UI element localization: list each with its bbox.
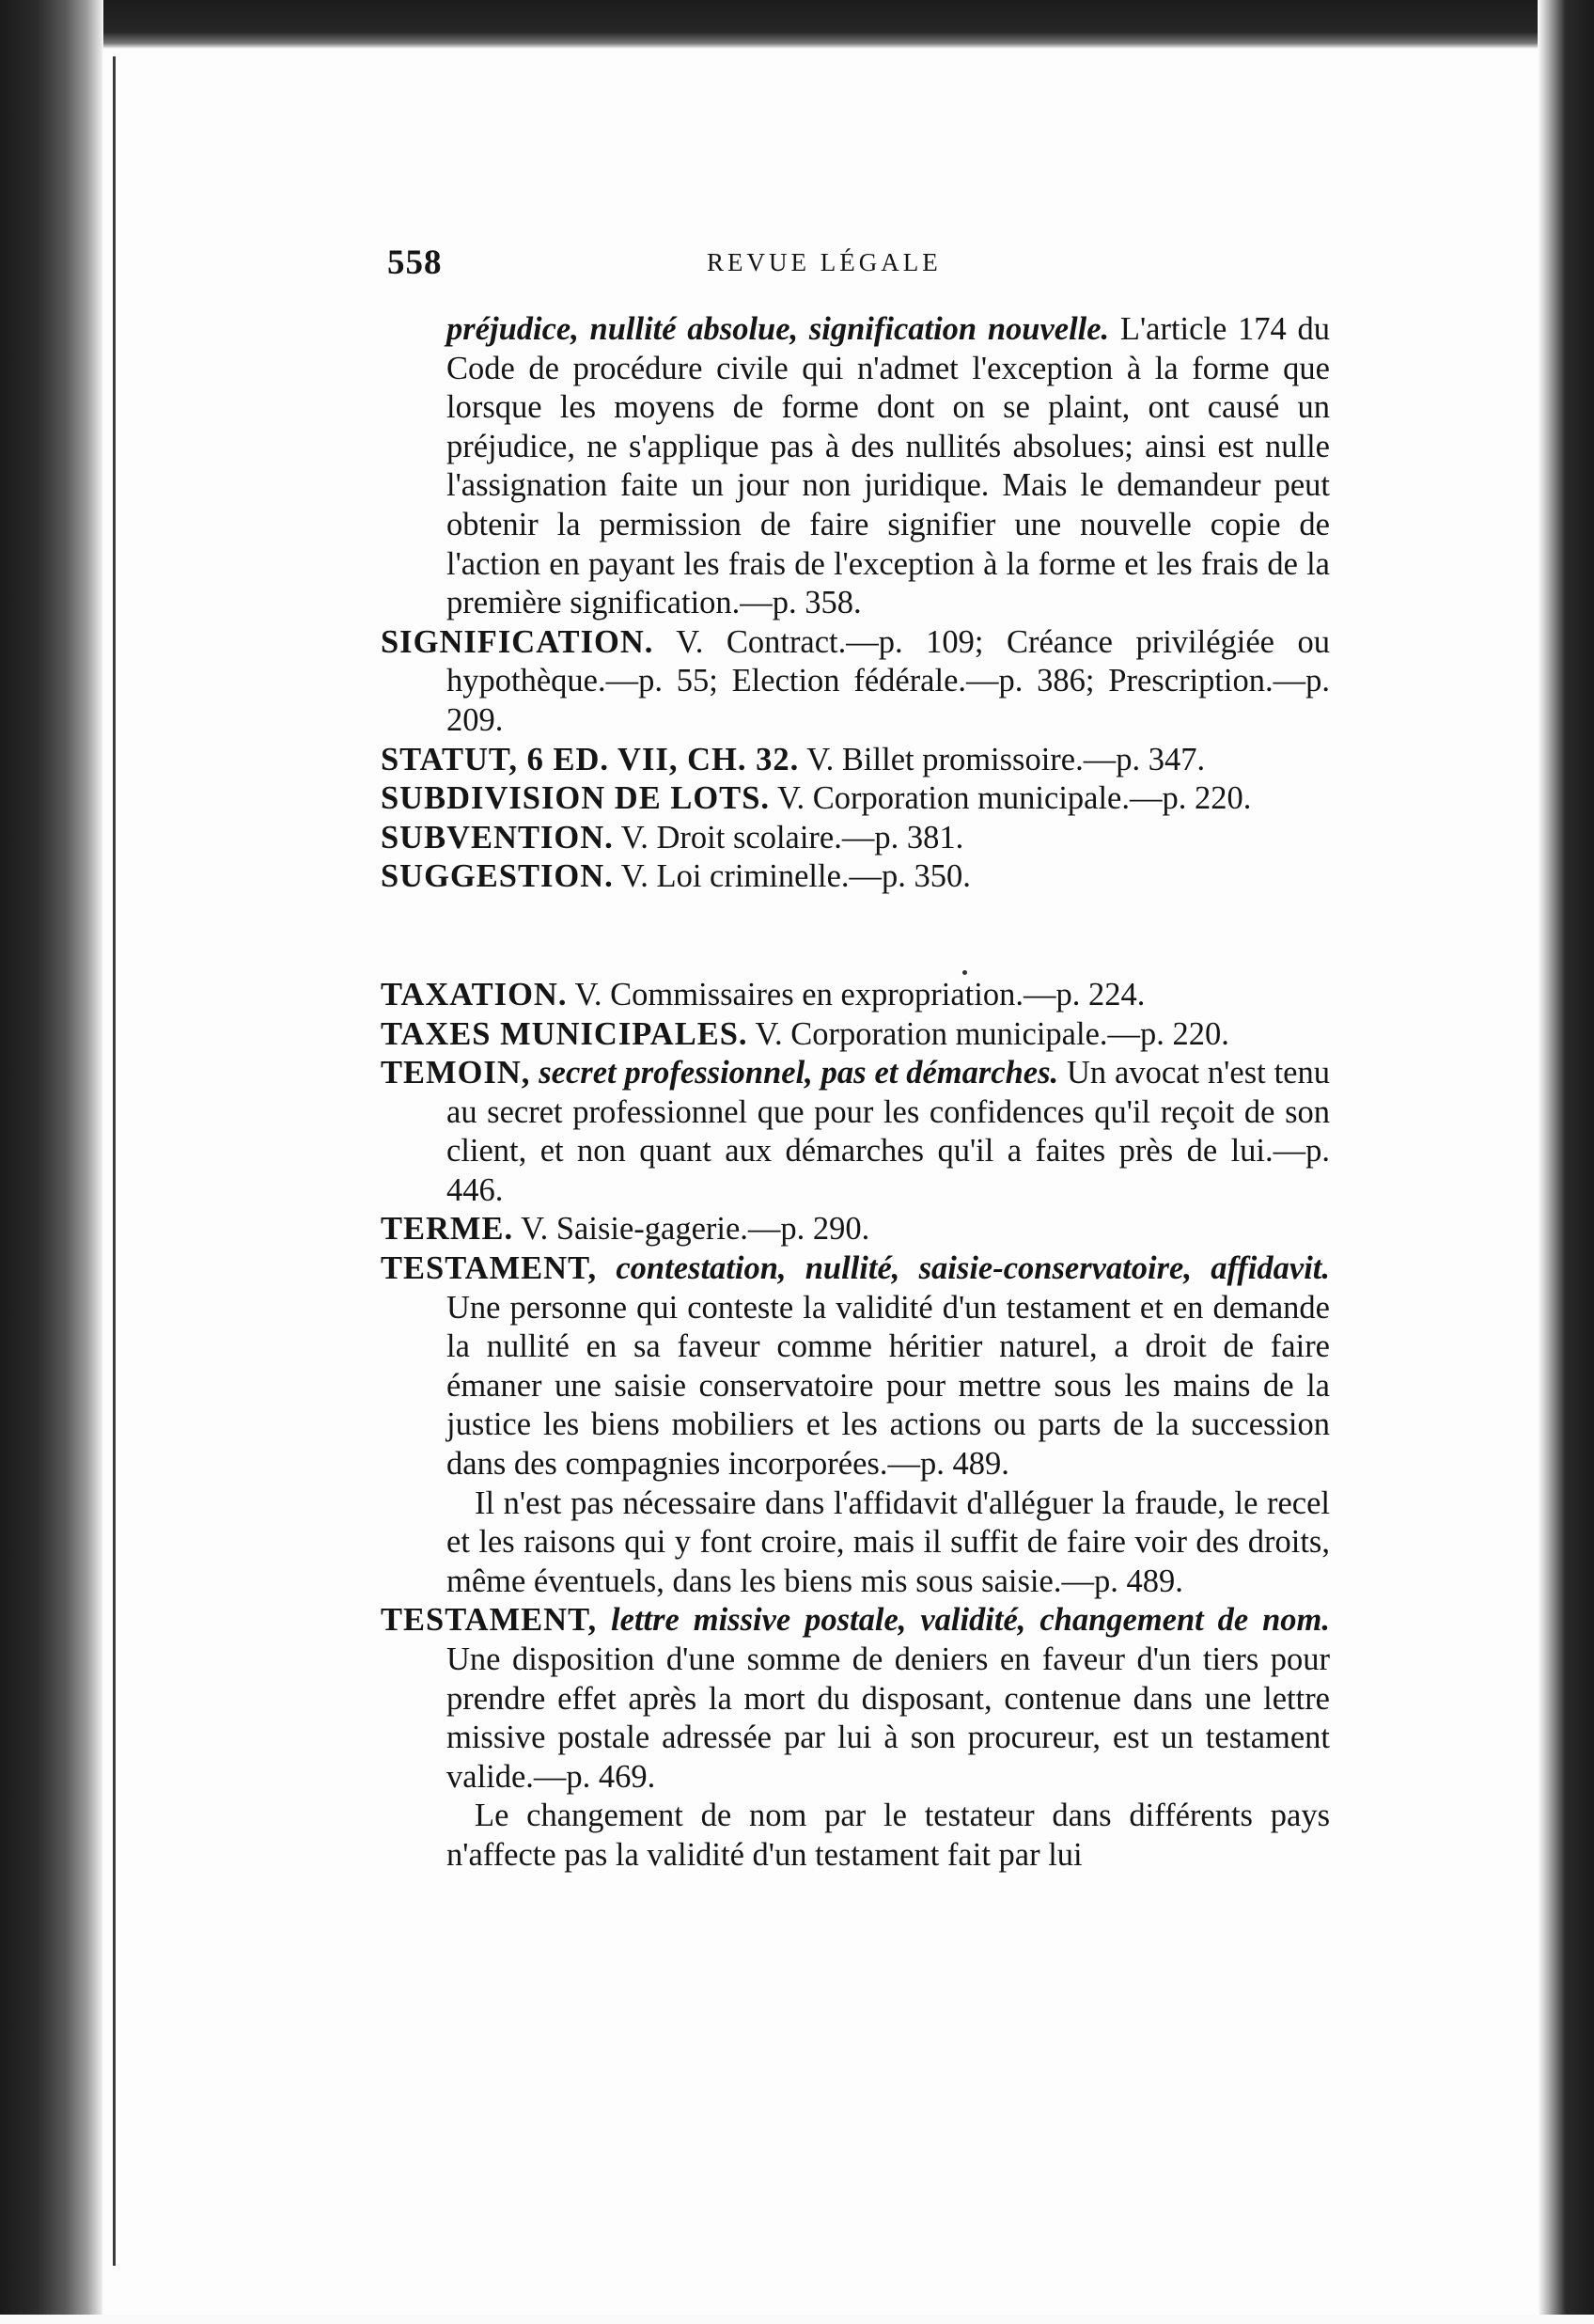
entry-heading: TAXATION. [381, 976, 568, 1013]
index-entry-taxes-municipales [381, 1015, 1330, 1055]
entry-text: Il n'est pas nécessaire dans l'affidavit d'alléguer la fraude, le recel et les raisons qui y font croire, mais il suffit de faire voir des droits, même éventuels, dans les biens mis sous saisie.—p. 489. [446, 1484, 1330, 1599]
entry-text: V. Commissaires en expropriation.—p. 224. [567, 976, 1146, 1013]
index-entry-subdivision [381, 779, 1330, 819]
right-scan-border [1538, 0, 1594, 2324]
index-entry-statut [381, 741, 1330, 780]
index-entry-testament-lettre [381, 1601, 1330, 1797]
entry-heading: TEMOIN, [381, 1055, 531, 1091]
entry-text: V. Saisie-gagerie.—p. 290. [513, 1211, 870, 1248]
index-entry-subvention [381, 819, 1330, 858]
entry-text: V. Contract.—p. 109; Créance privilégiée ou hypothèque.—p. 55; Election fédérale.—p. 386; Prescription.—p. 209. [446, 623, 1330, 738]
entry-heading: STATUT, 6 ED. VII, CH. 32. [381, 741, 800, 777]
section-gap [381, 897, 1330, 976]
page-number: 558 [387, 243, 443, 282]
entry-text: L'article 174 du Code de procédure civile qui n'admet l'exception à la forme que lorsque les moyens de forme dont on se plaint, ont causé un préjudice, ne s'applique pas à des nullités absolues; ainsi est nulle l'assignation faite un jour non juridique. Mais le demandeur peut obtenir la permission de faire signifier une nouvelle copie de l'action en payant les frais de l'exception à la forme et les frais de la première signification.—p. 358. [446, 311, 1330, 621]
running-title: REVUE LÉGALE [707, 248, 942, 276]
entry-text: Le changement de nom par le testateur dans différents pays n'affecte pas la validité d'un testament fait par lui [446, 1798, 1330, 1873]
entry-heading: SUBVENTION. [381, 819, 614, 856]
section-separator-dot [962, 970, 967, 975]
index-entry-temoin [381, 1054, 1330, 1210]
entry-text: Une personne qui conteste la validité d'un testament et en demande la nullité en sa faveur comme héritier naturel, a droit de faire émaner une saisie conservatoire pour mettre sous les mains de la justice les biens mobiliers et les actions ou parts de la succession dans des compagnies incorporées.—p. 489. [446, 1289, 1330, 1483]
page-edge-line [113, 56, 116, 2266]
index-entry-testament-contestation [381, 1249, 1330, 1484]
index-entry-signification [381, 623, 1330, 741]
entry-keywords: contestation, nullité, saisie-conservatoire, affidavit. [597, 1250, 1330, 1287]
book-spine-shadow [0, 0, 103, 2324]
entry-keywords: lettre missive postale, validité, changement de nom. [597, 1602, 1330, 1639]
entry-keywords: préjudice, nullité absolue, signification nouvelle. [446, 311, 1110, 347]
bottom-scan-border [0, 2315, 1594, 2324]
index-entry-taxation [381, 976, 1330, 1015]
entry-heading: SUBDIVISION DE LOTS. [381, 780, 771, 817]
entry-text: V. Droit scolaire.—p. 381. [613, 819, 964, 856]
index-body [381, 310, 1330, 1876]
entry-heading: TESTAMENT, [381, 1602, 598, 1639]
entry-text: Une disposition d'une somme de deniers en faveur d'un tiers pour prendre effet après la mort du disposant, contenue dans une lettre missive postale adressée par lui à son procureur, est un testament valide.—p. 469. [446, 1641, 1330, 1795]
entry-heading: SUGGESTION. [381, 858, 614, 895]
entry-text: V. Billet promissoire.—p. 347. [799, 741, 1206, 777]
entry-text: Un avocat n'est tenu au secret professionnel que pour les confidences qu'il reçoit de son client, et non quant aux démarches qu'il a faites près de lui.—p. 446. [446, 1055, 1330, 1208]
entry-text: V. Corporation municipale.—p. 220. [747, 1015, 1229, 1052]
index-paragraph-affidavit [381, 1484, 1330, 1602]
index-paragraph-changement-nom [381, 1797, 1330, 1875]
entry-text: V. Loi criminelle.—p. 350. [613, 858, 971, 895]
index-entry-terme [381, 1210, 1330, 1249]
entry-heading: TESTAMENT, [381, 1250, 598, 1287]
index-entry-suggestion [381, 857, 1330, 897]
entry-text: V. Corporation municipale.—p. 220. [770, 780, 1252, 817]
entry-heading: TERME. [381, 1211, 514, 1248]
entry-keywords: secret professionnel, pas et démarches. [530, 1055, 1059, 1091]
page-header [387, 243, 1308, 290]
entry-heading: TAXES MUNICIPALES. [381, 1015, 748, 1052]
top-scan-border [103, 0, 1541, 49]
entry-heading: SIGNIFICATION. [381, 623, 654, 660]
index-entry-continuation [381, 310, 1330, 623]
